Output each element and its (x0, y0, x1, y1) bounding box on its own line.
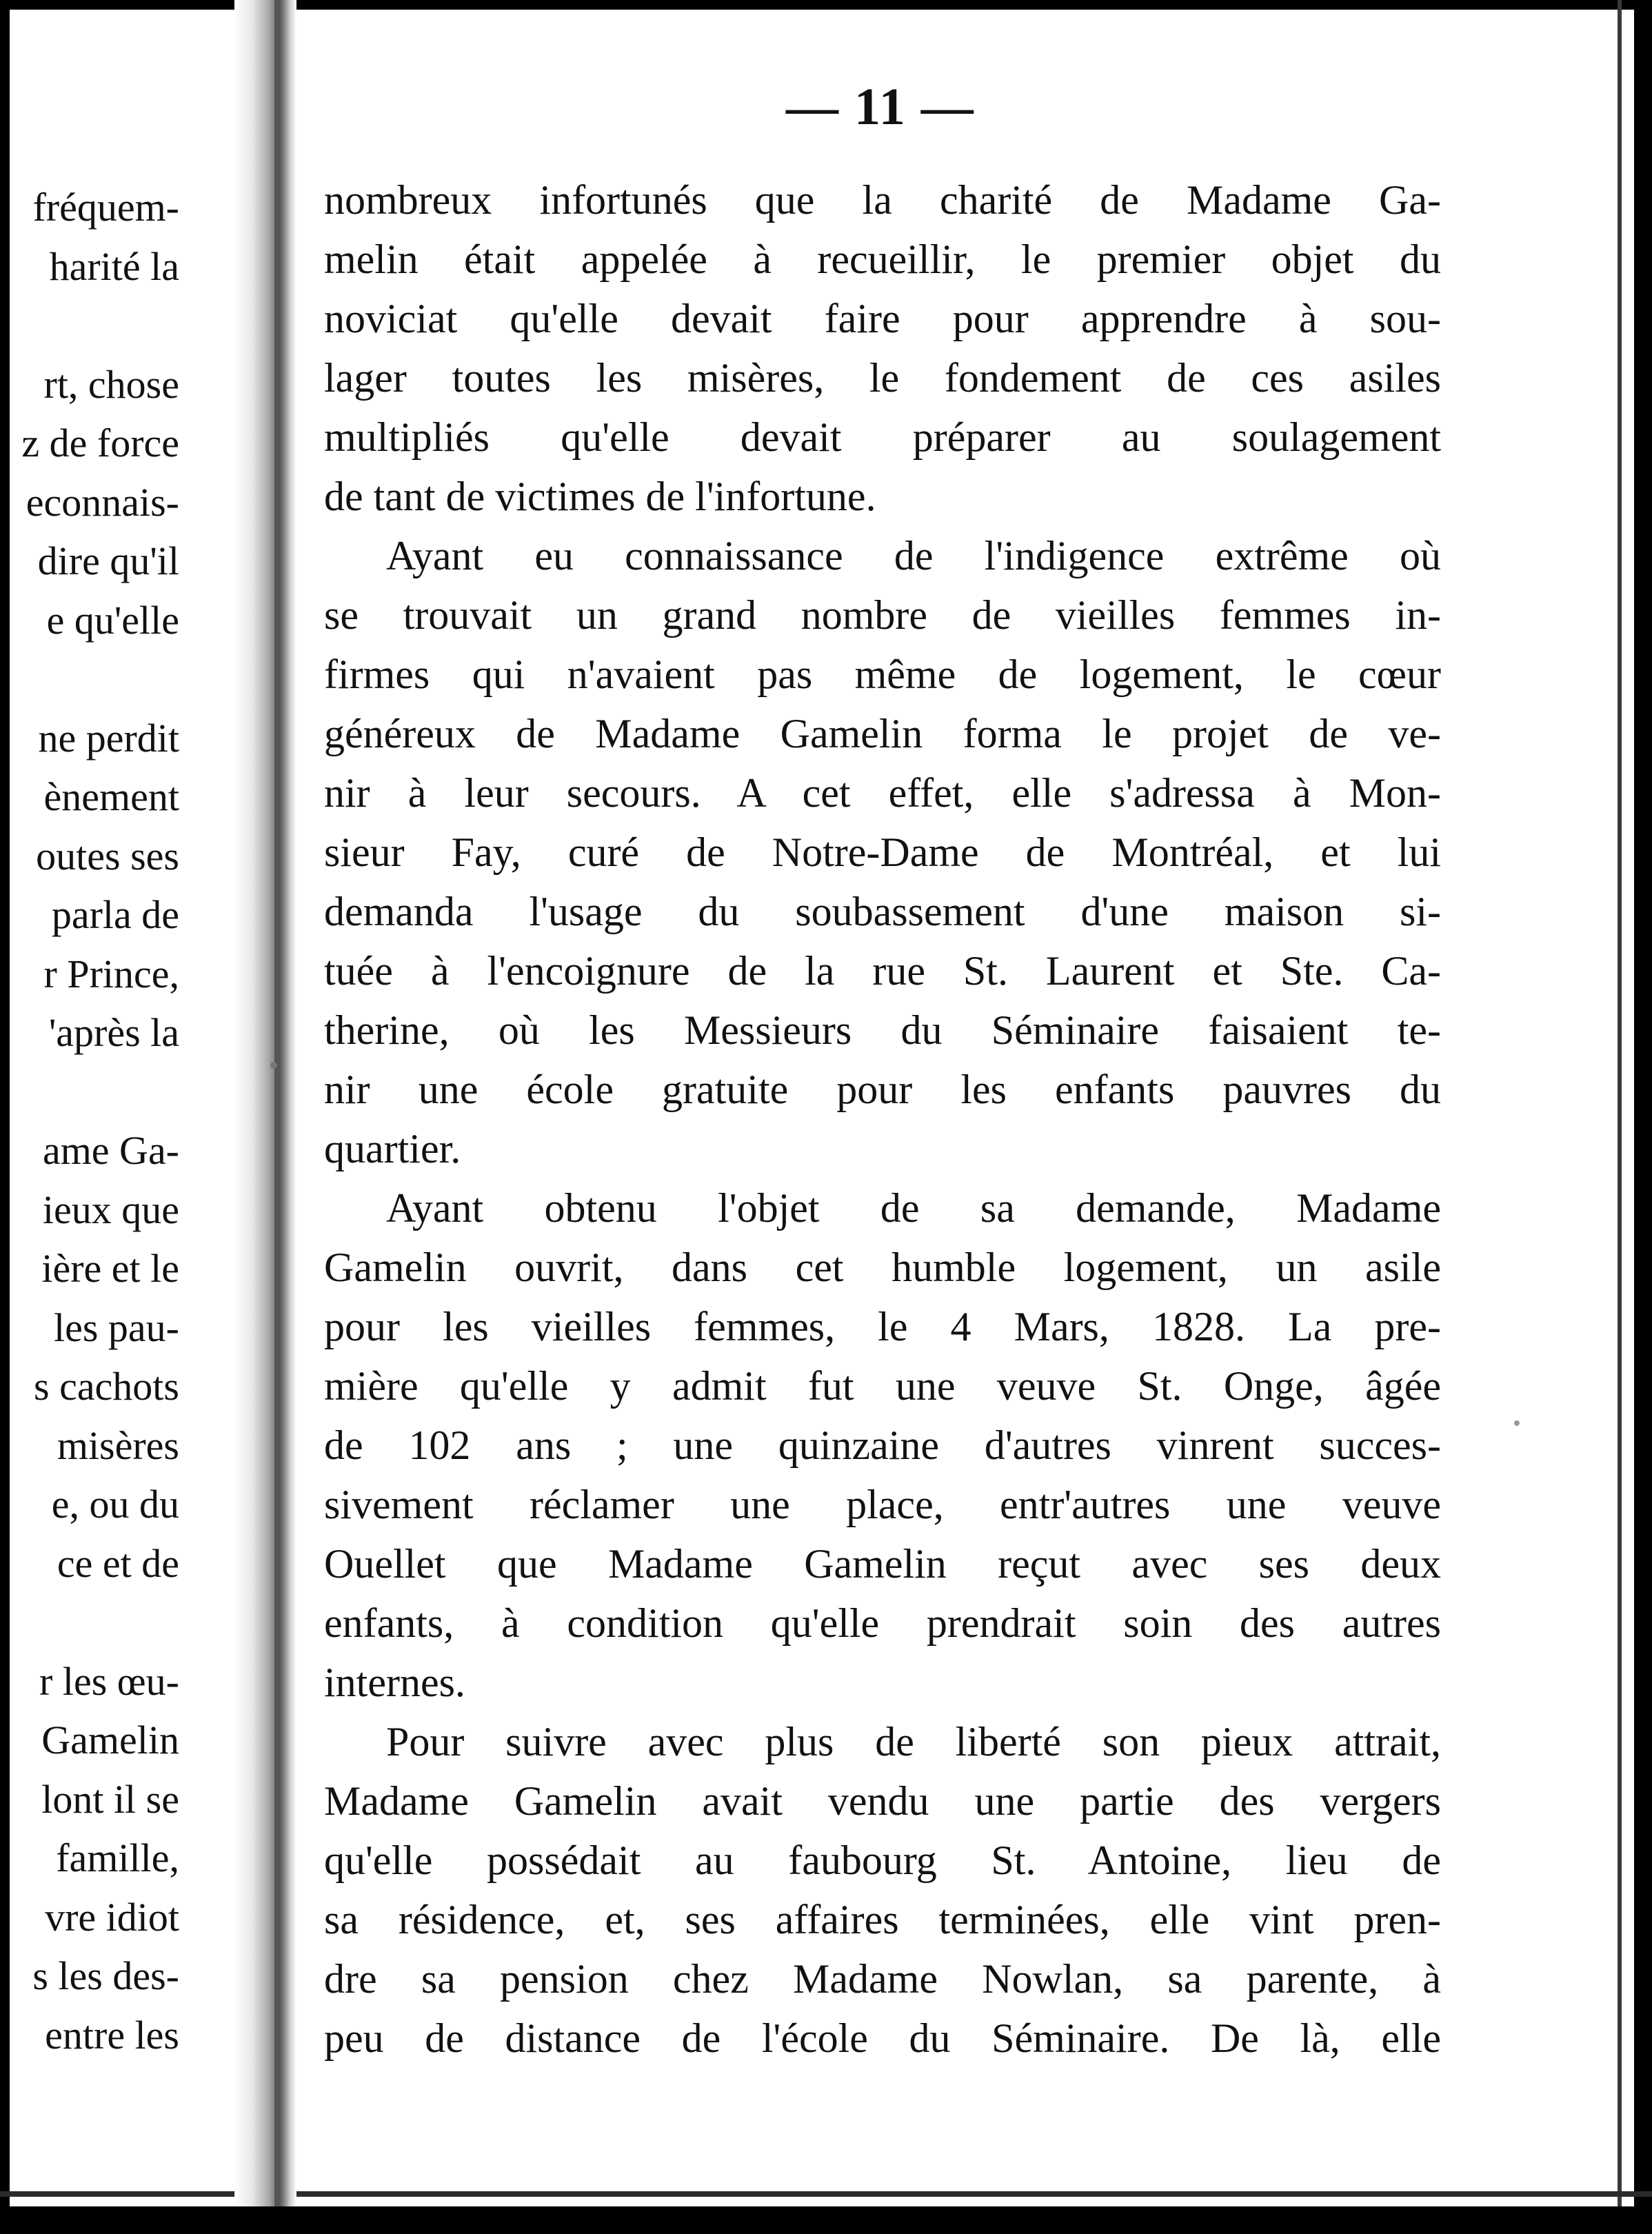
facing-page-line: ne perdit (38, 715, 179, 761)
text-line: firmes qui n'avaient pas même de logement, le cœur (324, 652, 1441, 697)
facing-page-line: r les œu- (39, 1658, 179, 1704)
facing-page-line: r Prince, (43, 951, 179, 996)
text-line: nir une école gratuite pour les enfants pauvres du (324, 1067, 1441, 1112)
text-line: peu de distance de l'école du Séminaire. De là, elle (324, 2015, 1441, 2061)
text-line: enfants, à condition qu'elle prendrait soin des autres (324, 1600, 1441, 1646)
facing-page-line: ènement (43, 774, 179, 819)
text-line: therine, où les Messieurs du Séminaire faisaient te- (324, 1007, 1441, 1053)
gutter-shadow-line (274, 0, 280, 2206)
facing-page-line: s les des- (32, 1953, 179, 1998)
facing-page-line: e qu'elle (46, 597, 179, 643)
facing-page-line: vre idiot (45, 1894, 179, 1940)
scan-frame-right (1634, 0, 1652, 2234)
text-line: tuée à l'encoignure de la rue St. Laurent et Ste. Ca- (324, 948, 1441, 994)
text-line: Gamelin ouvrit, dans cet humble logement, un asile (324, 1245, 1441, 1290)
facing-page-line: outes ses (36, 833, 179, 878)
text-line: Madame Gamelin avait vendu une partie des vergers (324, 1778, 1441, 1824)
text-line: pour les vieilles femmes, le 4 Mars, 1828. La pre- (324, 1304, 1441, 1349)
text-line: noviciat qu'elle devait faire pour apprendre à sou- (324, 296, 1441, 341)
facing-page-fragment (0, 0, 207, 2206)
scan-speck (270, 1062, 277, 1069)
facing-page-line: dire qu'il (37, 539, 179, 583)
text-line: nombreux infortunés que la charité de Madame Ga- (324, 177, 1441, 223)
text-line: Ayant eu connaissance de l'indigence extrême où (386, 533, 1441, 578)
text-line: quartier. (324, 1126, 461, 1171)
page-number: — 11 — (786, 78, 975, 136)
facing-page-line: ière et le (41, 1246, 179, 1291)
facing-page-line: les pau- (54, 1305, 179, 1350)
text-line: se trouvait un grand nombre de vieilles femmes in- (324, 592, 1441, 638)
text-line: Pour suivre avec plus de liberté son pieux attrait, (386, 1719, 1441, 1764)
text-line: sa résidence, et, ses affaires terminées, elle vint pren- (324, 1897, 1441, 1942)
text-line: nir à leur secours. A cet effet, elle s'adressa à Mon- (324, 770, 1441, 816)
text-line: qu'elle possédait au faubourg St. Antoine, lieu de (324, 1838, 1441, 1883)
text-line: mière qu'elle y admit fut une veuve St. Onge, âgée (324, 1363, 1441, 1409)
facing-page-line: Gamelin (41, 1718, 179, 1762)
scan-frame-right-inner (1618, 0, 1622, 2234)
text-line: demanda l'usage du soubassement d'une maison si- (324, 889, 1441, 934)
facing-page-line: harité la (49, 243, 179, 289)
facing-page-line: rt, chose (43, 361, 179, 407)
text-line: de tant de victimes de l'infortune. (324, 474, 876, 519)
text-line: Ouellet que Madame Gamelin reçut avec ses deux (324, 1541, 1441, 1587)
text-line: de 102 ans ; une quinzaine d'autres vinrent succes- (324, 1422, 1441, 1468)
facing-page-line: s cachots (34, 1364, 179, 1409)
scan-speck (1514, 1420, 1520, 1426)
facing-page-line: ame Ga- (42, 1128, 179, 1173)
facing-page-line: ce et de (57, 1540, 179, 1586)
text-line: sieur Fay, curé de Notre-Dame de Montréal, et lui (324, 829, 1441, 875)
text-line: généreux de Madame Gamelin forma le projet de ve- (324, 711, 1441, 756)
facing-page-line: parla de (51, 892, 179, 937)
facing-page-line: misères (57, 1422, 179, 1468)
text-line: multipliés qu'elle devait préparer au soulagement (324, 414, 1441, 460)
text-line: Ayant obtenu l'objet de sa demande, Madame (386, 1185, 1441, 1231)
text-line: internes. (324, 1660, 465, 1705)
facing-page-line: econnais- (26, 479, 179, 525)
facing-page-line: famille, (56, 1835, 179, 1880)
facing-page-line: ieux que (42, 1187, 179, 1232)
scan-frame-bottom (0, 2206, 1652, 2234)
facing-page-line: entre les (45, 2012, 179, 2057)
facing-page-line: e, ou du (51, 1482, 179, 1527)
text-line: dre sa pension chez Madame Nowlan, sa parente, à (324, 1956, 1441, 2002)
facing-page-line: fréquem- (32, 185, 179, 230)
facing-page-line: 'après la (48, 1010, 179, 1055)
facing-page-line: z de force (21, 421, 179, 465)
text-line: sivement réclamer une place, entr'autres une veuve (324, 1482, 1441, 1527)
book-gutter (234, 0, 296, 2206)
text-line: melin était appelée à recueillir, le premier objet du (324, 237, 1441, 282)
text-line: lager toutes les misères, le fondement de ces asiles (324, 355, 1441, 401)
facing-page-line: lont il se (41, 1776, 179, 1822)
